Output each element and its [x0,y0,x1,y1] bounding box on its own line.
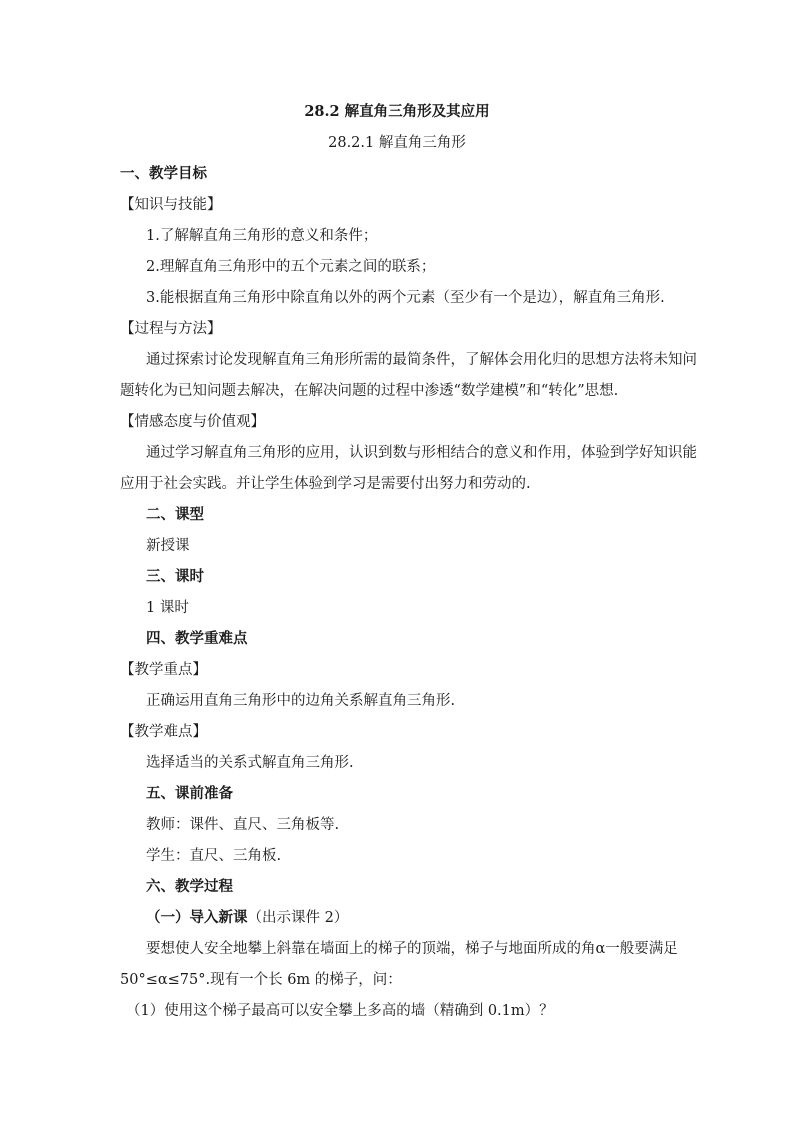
section-heading-lesson-type: 二、课型 [146,506,204,523]
key-point-text: 正确运用直角三角形中的边角关系解直角三角形. [146,693,456,709]
lesson-title: 28.2 解直角三角形及其应用 [304,103,490,120]
objective-item-3: 3.能根据直角三角形中除直角以外的两个元素（至少有一个是边），解直角三角形. [146,290,665,306]
process-paragraph-line-2: 题转化为已知问题去解决，在解决问题的过程中渗透“数学建模”和“转化”思想. [120,383,619,399]
introduction-label: （一）导入新课 [146,909,248,926]
preparation-teacher: 教师：课件、直尺、三角板等. [146,817,340,833]
subheading-introduction [146,908,686,928]
lesson-subtitle: 28.2.1 解直角三角形 [328,135,466,151]
section-heading-key-points: 四、教学重难点 [146,630,248,647]
subheading-difficulty: 【教学难点】 [120,724,207,740]
subheading-key-point: 【教学重点】 [120,662,207,678]
intro-paragraph-line-2: 50°≤α≤75°.现有一个长 6m 的梯子，问： [120,972,402,988]
process-paragraph-line-1: 通过探索讨论发现解直角三角形所需的最简条件，了解体会用化归的思想方法将未知问 [146,352,697,368]
preparation-student: 学生：直尺、三角板. [146,848,282,864]
section-heading-process: 六、教学过程 [146,878,233,895]
difficulty-text: 选择适当的关系式解直角三角形. [146,755,354,771]
subheading-knowledge-skills: 【知识与技能】 [120,197,222,213]
question-1: （1）使用这个梯子最高可以安全攀上多高的墙（精确到 0.1m）？ [126,1003,554,1019]
section-heading-period: 三、课时 [146,568,204,585]
objective-item-1: 1.了解解直角三角形的意义和条件； [146,228,378,244]
section-heading-preparation: 五、课前准备 [146,785,233,802]
lesson-type-text: 新授课 [146,538,190,554]
subheading-attitude-values: 【情感态度与价值观】 [120,414,265,430]
attitude-paragraph-line-1: 通过学习解直角三角形的应用，认识到数与形相结合的意义和作用，体验到学好知识能 [146,445,697,461]
subheading-process-method: 【过程与方法】 [120,321,222,337]
section-heading-objectives: 一、教学目标 [120,165,207,182]
objective-item-2: 2.理解直角三角形中的五个元素之间的联系； [146,259,436,275]
attitude-paragraph-line-2: 应用于社会实践。并让学生体验到学习是需要付出努力和劳动的. [120,476,531,492]
introduction-courseware-note: （出示课件 2） [247,910,349,926]
intro-paragraph-line-1: 要想使人安全地攀上斜靠在墙面上的梯子的顶端，梯子与地面所成的角α一般要满足 [146,941,678,957]
period-text: 1 课时 [146,600,189,616]
